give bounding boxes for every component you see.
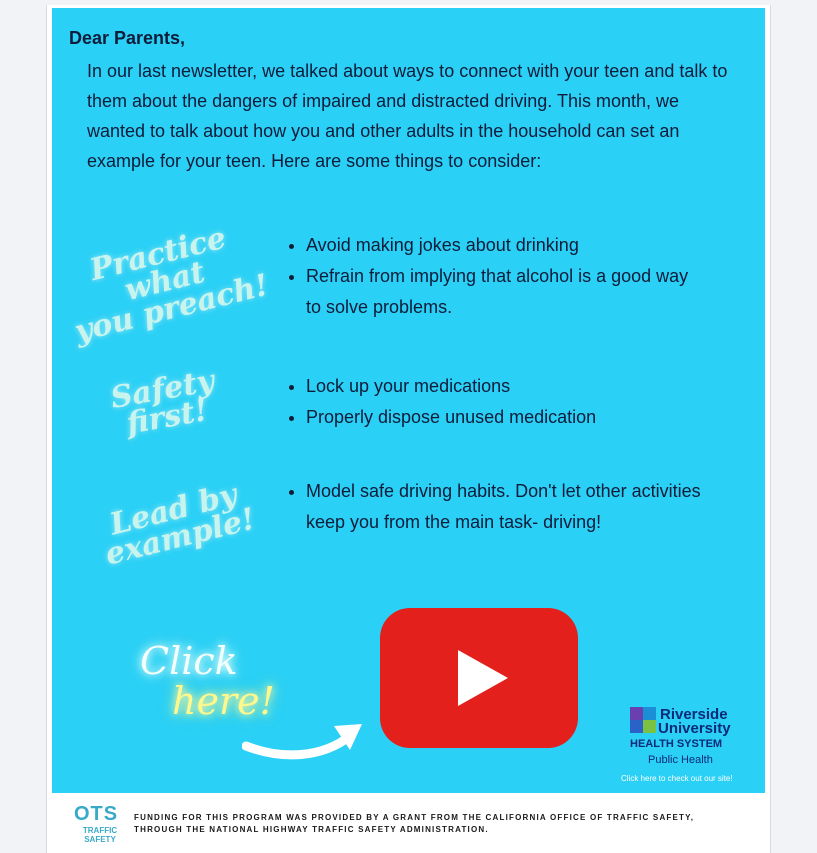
greeting: Dear Parents, [69,28,186,48]
list-item: • Avoid making jokes about drinking [306,230,706,261]
safety-first-heading: Safety first! [108,363,217,442]
funding-note: FUNDING FOR THIS PROGRAM WAS PROVIDED BY A GRANT FROM THE CALIFORNIA OFFICE OF TRAFFIC SAFETY, THROUGH THE NATIONAL HIGHWAY TRAFFIC SAFETY ADMINISTRATION. [134,813,695,834]
footer [52,800,765,850]
tip-list-practice [284,230,706,323]
lead-by-example-heading: Lead by example! [101,477,259,573]
ots-mark: OTS [74,803,119,825]
tip-list-lead [284,476,706,538]
rhs-logo-icon [630,707,656,733]
logo-line-health-system: HEALTH SYSTEM [630,738,723,750]
here-text: here! [172,679,275,723]
youtube-play-button[interactable] [380,608,578,748]
logo-line-riverside: Riverside [660,706,728,723]
logo-line-public-health: Public Health [648,754,713,766]
list-item: • Refrain from implying that alcohol is a good way to solve problems. [306,261,706,323]
list-item: • Model safe driving habits. Don't let other activities keep you from the main task- driving! [306,476,706,538]
list-item: • Properly dispose unused medication [306,402,706,433]
intro-paragraph: In our last newsletter, we talked about ways to connect with your teen and talk to them about the dangers of impaired and distracted driving. This month, we wanted to talk about how you and other adults in the household can set an example for your teen. Here are some things to consider: [87,61,728,171]
practice-what-you-preach-heading: Practice what you preach! [71,220,273,350]
ots-name: TRAFFIC SAFETY [82,826,118,844]
riverside-logo[interactable] [628,705,748,785]
site-link[interactable]: Click here to check out our site! [621,774,733,783]
curved-arrow-icon [242,708,367,768]
tip-list-safety [284,371,706,433]
click-text: Click [140,639,238,683]
newsletter-panel [52,8,765,793]
list-item: • Lock up your medications [306,371,706,402]
ots-logo [72,804,128,848]
logo-line-university: University [658,720,731,737]
